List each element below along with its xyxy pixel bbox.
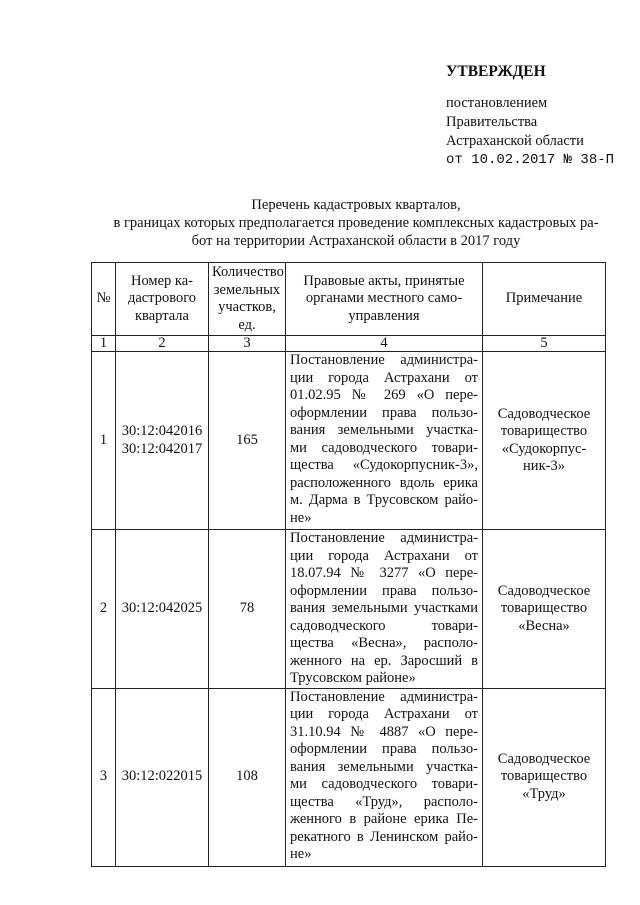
note-line: Садоводческое [497,750,591,767]
act-line: щества «Судокорпусник-3», [290,457,478,473]
note-line: «Весна» [518,617,570,634]
act-line: Постановление администра- [290,352,478,368]
note-cell [483,530,606,689]
act-line: расположенного вдоль ерика [290,474,478,491]
header-line: Правовые акты, принятые [303,272,465,289]
cadastral-quarters-table [91,262,606,867]
act-line: щества «Весна», располо- [290,635,478,651]
approval-date-number: от 10.02.2017 № 38-П [446,152,615,168]
act-line: 31.10.94 № 4887 «О пере- [290,723,478,740]
title-line: в границах которых предполагается проведение комплексных кадастровых ра- [113,215,599,231]
cadastral-quarter: 30:12:042025 [121,600,203,616]
act-line: 18.07.94 № 3277 «О пере- [290,565,478,581]
table-row [92,688,606,866]
legal-act-cell [286,688,483,866]
act-line: ми садоводческого товари- [290,776,478,792]
note-line: Садоводческое [497,582,591,599]
act-line: оформлении права пользо- [290,404,478,421]
column-number: 4 [286,336,483,352]
note-line: ник-3» [523,458,565,474]
act-line: м. Дарма в Трусовском райо- [290,492,478,508]
act-line: не» [290,846,312,862]
act-line: Постановление администра- [290,530,478,546]
header-line: участков, [218,299,276,315]
header-line: дастрового [127,290,197,307]
header-cadastral-number [116,263,209,336]
act-line: женного в районе ерика Пе- [290,811,478,827]
table-row [92,352,606,530]
header-number: № [92,263,116,336]
act-line: оформлении права пользо- [290,582,478,599]
header-line: органами местного само- [305,290,463,307]
approval-heading: УТВЕРЖДЕН [446,63,546,80]
act-line: ми садоводческого товари- [290,439,478,456]
act-line: рекатного в Ленинском райо- [290,828,478,845]
row-number: 1 [92,352,116,530]
plot-count: 108 [209,688,286,866]
header-line: Номер ка- [130,272,194,289]
header-line: земельных [213,281,281,298]
plot-count: 78 [209,530,286,689]
note-line: Садоводческое [497,405,591,422]
note-line: товарищество [500,600,588,616]
note-line: «Труд» [522,785,566,802]
title-line: бот на территории Астраханской области в 2017 году [191,233,521,249]
approval-line: Правительства [446,114,538,130]
header-note: Примечание [483,263,606,336]
header-legal-acts [286,263,483,336]
act-line: ции города Астрахани от [290,369,478,386]
note-cell [483,688,606,866]
header-line: Количество [212,264,284,280]
legal-act-cell [286,530,483,689]
act-line: вания земельными участка- [290,758,478,775]
act-line: 01.02.95 № 269 «О пере- [290,387,478,403]
note-line: товарищество [500,768,588,785]
act-line: вания земельными участками [290,600,478,616]
title-line: Перечень кадастровых кварталов, [251,197,461,213]
note-line: «Судокорпус- [501,440,587,457]
column-number: 3 [209,336,286,352]
cadastral-quarter-cell [116,530,209,689]
act-line: садоводческого товари- [290,617,478,634]
act-line: оформлении права пользо- [290,741,478,757]
act-line: Трусовском районе» [290,670,416,686]
act-line: Постановление администра- [290,688,478,705]
row-number: 3 [92,688,116,866]
cadastral-quarter: 30:12:042016 [121,423,203,439]
table-header-row [92,263,606,336]
column-number: 1 [92,336,116,352]
column-numbers-row [92,336,606,352]
header-line: ед. [238,316,256,333]
act-line: ции города Астрахани от [290,547,478,564]
note-line: товарищество [500,423,588,439]
act-line: вания земельными участка- [290,422,478,438]
approval-line: Астраханской области [446,133,584,149]
column-number: 5 [483,336,606,352]
header-plot-count [209,263,286,336]
legal-act-cell [286,352,483,530]
document-title [96,196,616,250]
approval-line: постановлением [446,95,548,111]
act-line: ции города Астрахани от [290,706,478,722]
header-line: квартала [135,307,189,324]
cadastral-quarter: 30:12:042017 [121,440,203,457]
cadastral-quarter: 30:12:022015 [121,768,203,785]
header-line: управления [348,307,420,324]
note-cell [483,352,606,530]
approval-block [446,62,614,170]
row-number: 2 [92,530,116,689]
act-line: не» [290,509,312,526]
act-line: щества «Труд», располо- [290,793,478,810]
plot-count: 165 [209,352,286,530]
act-line: женного на ер. Заросший в [290,652,478,669]
cadastral-quarter-cell [116,352,209,530]
column-number: 2 [116,336,209,352]
table-row [92,530,606,689]
cadastral-quarter-cell [116,688,209,866]
